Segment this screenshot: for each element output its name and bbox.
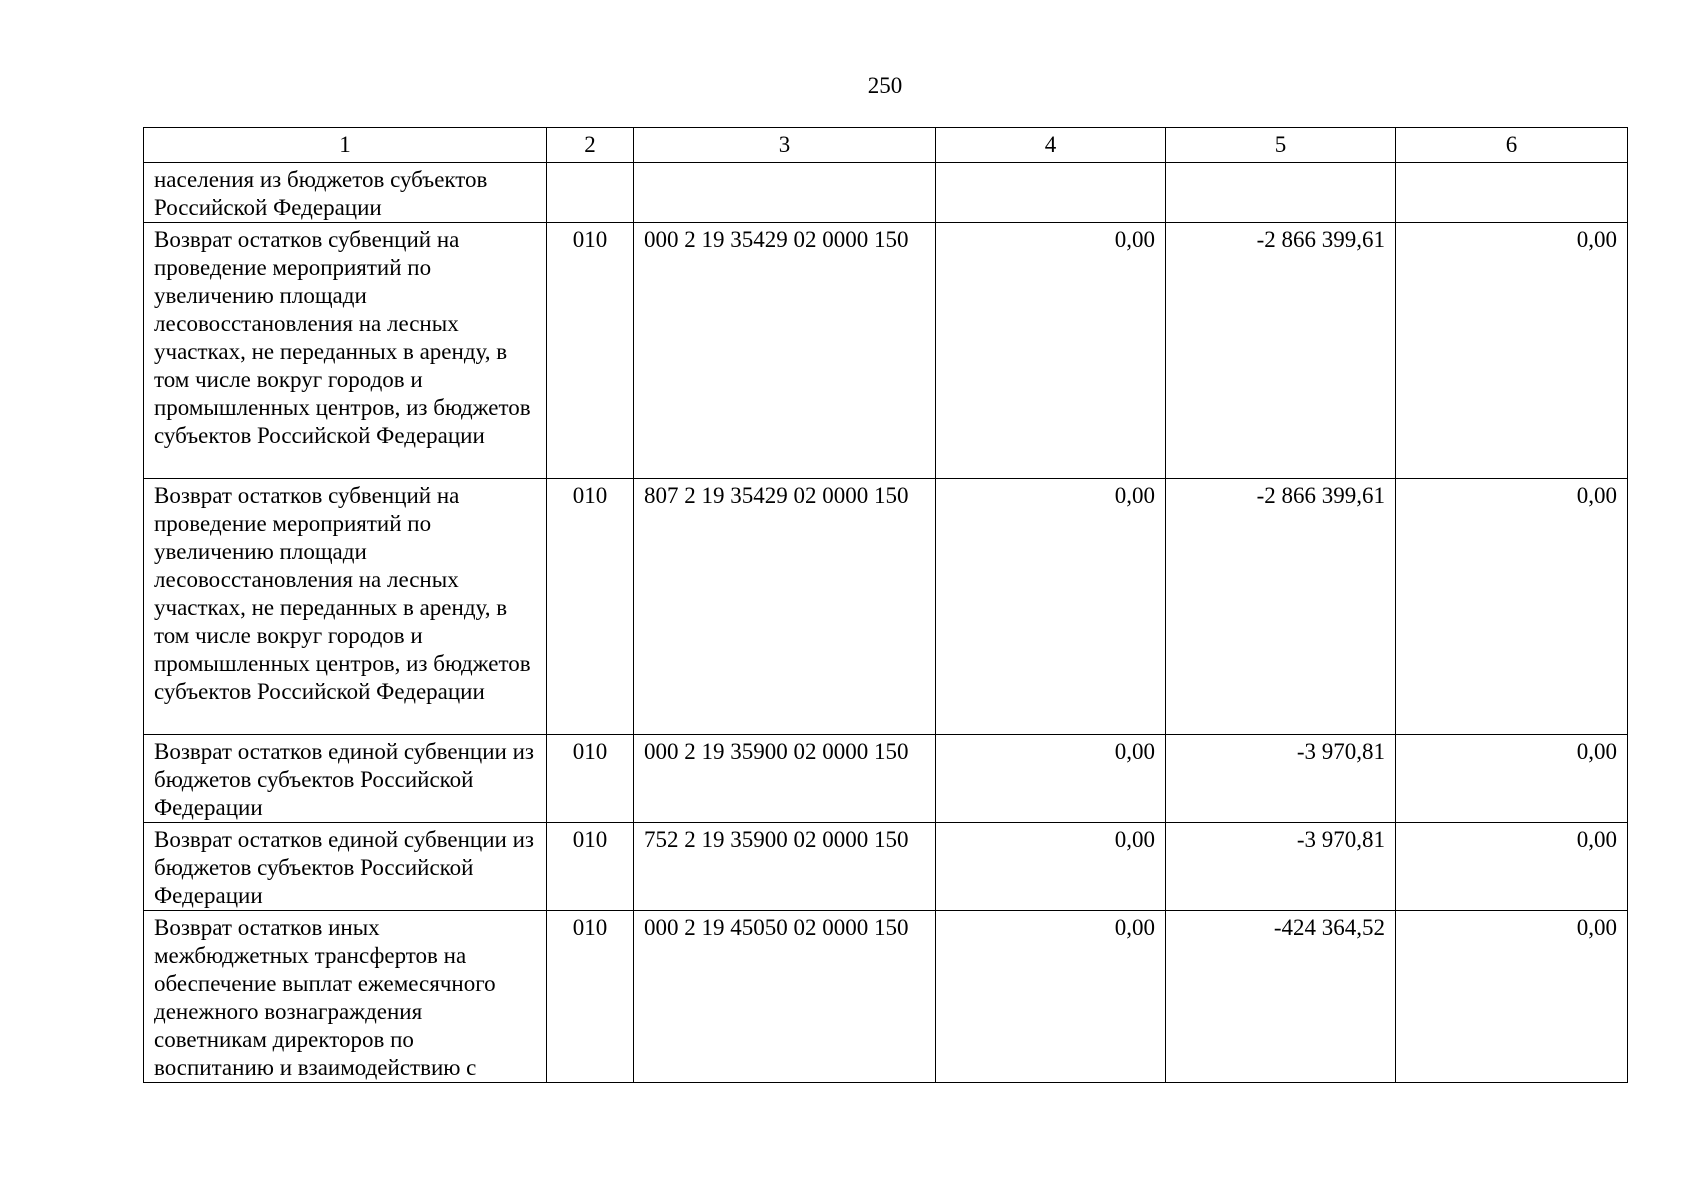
table-row — [144, 479, 1628, 735]
table-row — [144, 911, 1628, 1083]
row-line-code: 010 — [547, 479, 634, 735]
row-name: населения из бюджетов субъектов Российской Федерации — [144, 163, 547, 223]
row-col4-value: 0,00 — [936, 223, 1166, 479]
row-line-code: 010 — [547, 911, 634, 1083]
budget-table — [143, 127, 1628, 1083]
column-header: 3 — [634, 128, 936, 163]
row-col5-value: -3 970,81 — [1166, 735, 1396, 823]
row-kbk-code: 000 2 19 45050 02 0000 150 — [634, 911, 936, 1083]
table-row — [144, 823, 1628, 911]
row-line-code: 010 — [547, 735, 634, 823]
column-header: 2 — [547, 128, 634, 163]
row-col4-value — [936, 163, 1166, 223]
column-header: 1 — [144, 128, 547, 163]
column-header: 6 — [1396, 128, 1628, 163]
row-col5-value: -2 866 399,61 — [1166, 223, 1396, 479]
row-name: Возврат остатков субвенций на проведение мероприятий по увеличению площади лесовосстановления на лесных участках, не переданных в аренду, в том числе вокруг городов и промышленных центров, из бюджетов субъектов Российской Федерации — [144, 223, 547, 479]
row-kbk-code — [634, 163, 936, 223]
table-row — [144, 163, 1628, 223]
row-col5-value: -424 364,52 — [1166, 911, 1396, 1083]
row-kbk-code: 000 2 19 35429 02 0000 150 — [634, 223, 936, 479]
row-name: Возврат остатков единой субвенции из бюджетов субъектов Российской Федерации — [144, 735, 547, 823]
row-kbk-code: 807 2 19 35429 02 0000 150 — [634, 479, 936, 735]
column-header: 5 — [1166, 128, 1396, 163]
table-row — [144, 735, 1628, 823]
column-header: 4 — [936, 128, 1166, 163]
row-line-code: 010 — [547, 223, 634, 479]
page-number: 250 — [867, 73, 903, 98]
row-name: Возврат остатков единой субвенции из бюджетов субъектов Российской Федерации — [144, 823, 547, 911]
row-col6-value — [1396, 163, 1628, 223]
row-col4-value: 0,00 — [936, 479, 1166, 735]
row-kbk-code: 752 2 19 35900 02 0000 150 — [634, 823, 936, 911]
row-col5-value — [1166, 163, 1396, 223]
row-name: Возврат остатков субвенций на проведение мероприятий по увеличению площади лесовосстановления на лесных участках, не переданных в аренду, в том числе вокруг городов и промышленных центров, из бюджетов субъектов Российской Федерации — [144, 479, 547, 735]
row-col6-value: 0,00 — [1396, 823, 1628, 911]
row-col4-value: 0,00 — [936, 735, 1166, 823]
table-header-row — [144, 128, 1628, 163]
row-name: Возврат остатков иных межбюджетных трансфертов на обеспечение выплат ежемесячного денежного вознаграждения советникам директоров по воспитанию и взаимодействию с — [144, 911, 547, 1083]
row-col5-value: -3 970,81 — [1166, 823, 1396, 911]
table-row — [144, 223, 1628, 479]
row-col6-value: 0,00 — [1396, 223, 1628, 479]
row-col4-value: 0,00 — [936, 823, 1166, 911]
row-kbk-code: 000 2 19 35900 02 0000 150 — [634, 735, 936, 823]
row-col6-value: 0,00 — [1396, 911, 1628, 1083]
row-col6-value: 0,00 — [1396, 735, 1628, 823]
row-line-code — [547, 163, 634, 223]
row-col6-value: 0,00 — [1396, 479, 1628, 735]
row-col5-value: -2 866 399,61 — [1166, 479, 1396, 735]
row-line-code: 010 — [547, 823, 634, 911]
row-col4-value: 0,00 — [936, 911, 1166, 1083]
